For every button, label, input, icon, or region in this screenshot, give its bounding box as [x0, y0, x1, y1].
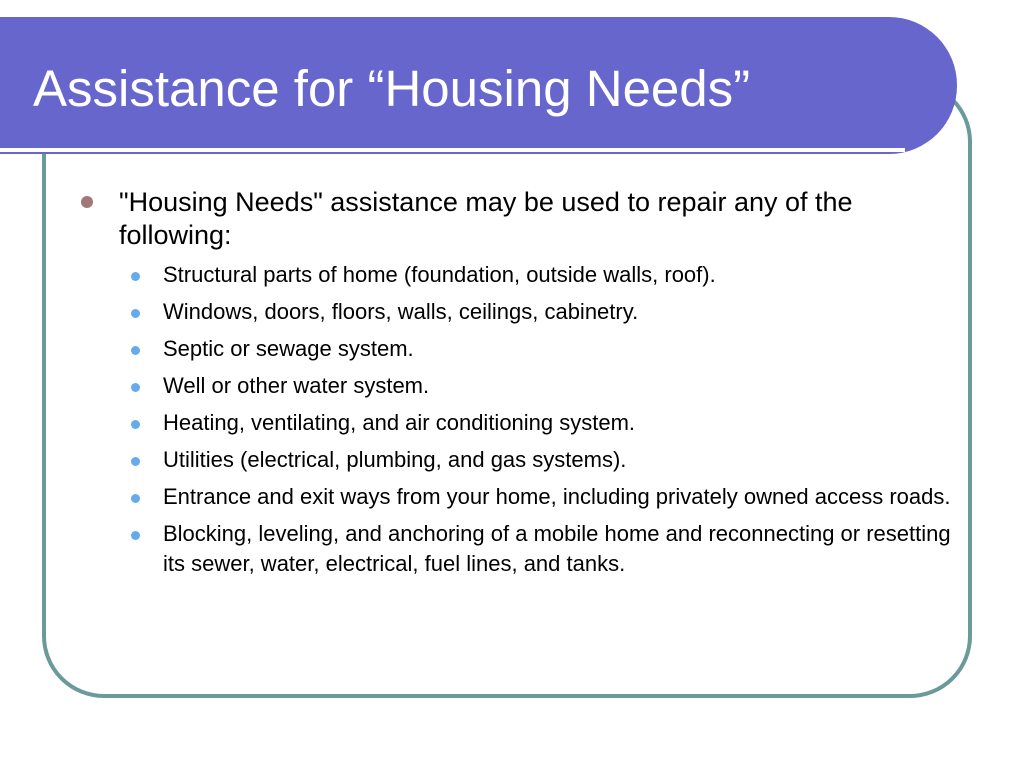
- sub-bullet-text: Windows, doors, floors, walls, ceilings, cabinetry.: [163, 299, 639, 324]
- sub-bullet-dot-icon: [131, 383, 140, 392]
- sub-bullet-dot-icon: [131, 420, 140, 429]
- sub-bullet-text: Blocking, leveling, and anchoring of a mobile home and reconnecting or resetting its sewer, water, electrical, fuel lines, and tanks.: [163, 521, 951, 576]
- sub-bullet-text: Heating, ventilating, and air conditioning system.: [163, 410, 636, 435]
- bullet-dot-icon: [81, 196, 93, 208]
- sub-bullet-item: [163, 334, 958, 364]
- sub-bullet-text: Well or other water system.: [163, 373, 430, 398]
- sub-bullet-text: Septic or sewage system.: [163, 336, 414, 361]
- sub-bullet-dot-icon: [131, 531, 140, 540]
- sub-bullet-text: Utilities (electrical, plumbing, and gas systems).: [163, 447, 627, 472]
- sub-bullet-dot-icon: [131, 309, 140, 318]
- sub-bullet-dot-icon: [131, 457, 140, 466]
- sub-bullet-item: [163, 297, 958, 327]
- sub-bullet-item: [163, 260, 958, 290]
- sub-bullet-dot-icon: [131, 494, 140, 503]
- sub-bullet-text: Entrance and exit ways from your home, including privately owned access roads.: [163, 484, 951, 509]
- bullet-text: "Housing Needs" assistance may be used to repair any of the following:: [119, 187, 853, 250]
- sub-bullet-text: Structural parts of home (foundation, outside walls, roof).: [163, 262, 716, 287]
- sub-bullet-list: [78, 260, 958, 579]
- sub-bullet-item: [163, 519, 958, 579]
- sub-bullet-item: [163, 482, 958, 512]
- bullet-item: [78, 186, 909, 252]
- sub-bullet-item: [163, 408, 958, 438]
- sub-bullet-item: [163, 445, 958, 475]
- sub-bullet-dot-icon: [131, 346, 140, 355]
- title-bar: [0, 17, 957, 154]
- title-underline: [0, 148, 905, 152]
- bullet-list: [78, 186, 958, 586]
- slide-title: Assistance for “Housing Needs”: [33, 60, 751, 117]
- sub-bullet-dot-icon: [131, 272, 140, 281]
- sub-bullet-item: [163, 371, 958, 401]
